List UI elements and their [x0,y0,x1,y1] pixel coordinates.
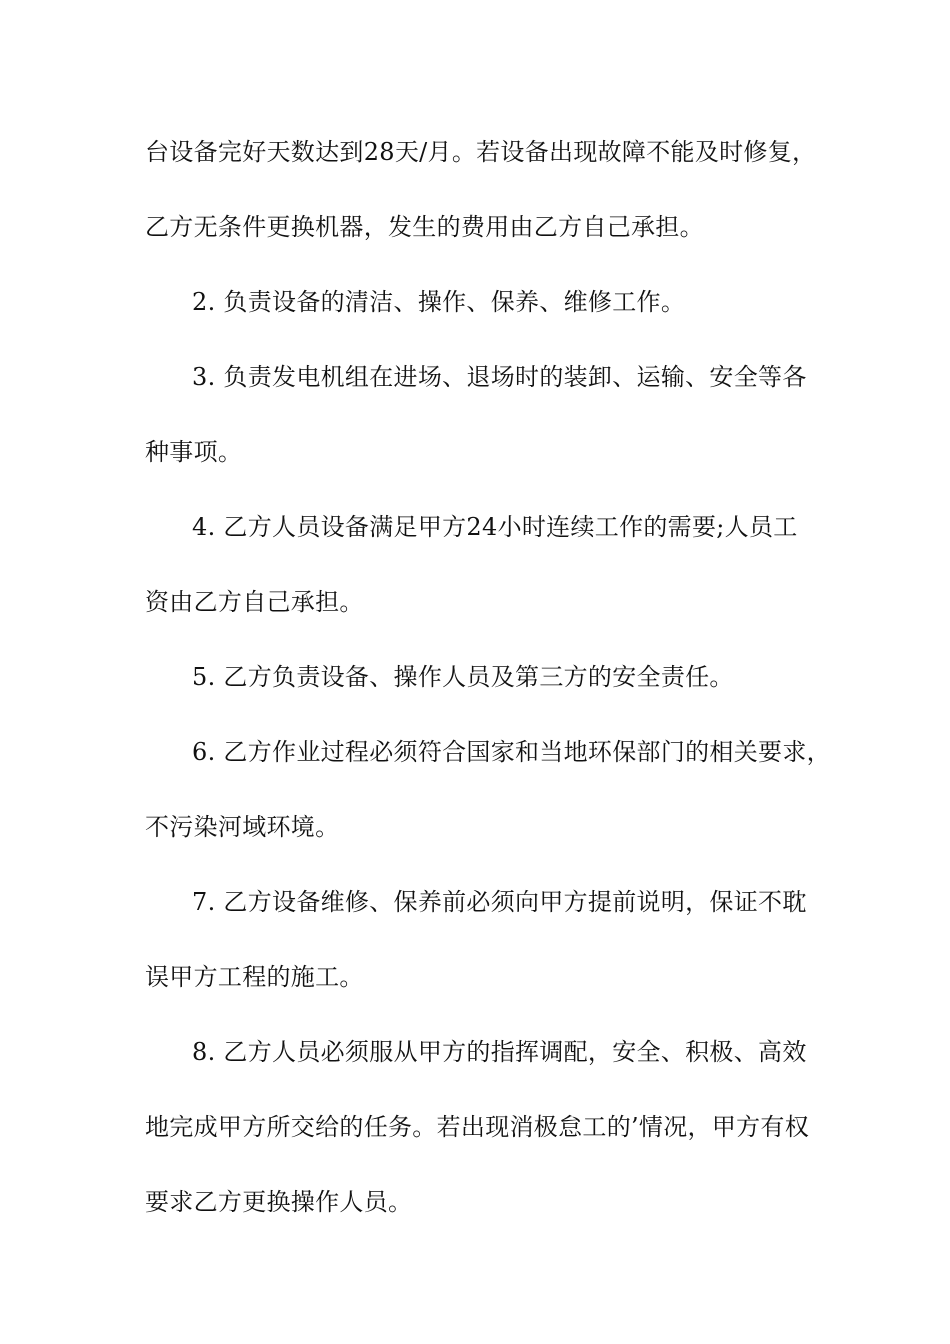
item-3-line-2: 种事项。 [145,438,243,466]
item-8-line-3: 要求乙方更换操作人员。 [145,1188,413,1216]
item-2-line-1: 2. 负责设备的清洁、操作、保养、维修工作。 [192,288,686,316]
item-7-line-1: 7. 乙方设备维修、保养前必须向甲方提前说明，保证不耽 [192,888,807,916]
item-4-line-2: 资由乙方自己承担。 [145,588,364,616]
item-4-line-1: 4. 乙方人员设备满足甲方24小时连续工作的需要;人员工 [192,513,798,541]
paragraph-1-line-1: 台设备完好天数达到28天/月。若设备出现故障不能及时修复， [145,138,817,166]
item-6-line-2: 不污染河域环境。 [145,813,340,841]
item-6-line-1: 6. 乙方作业过程必须符合国家和当地环保部门的相关要求， [192,738,831,766]
paragraph-1-line-2: 乙方无条件更换机器，发生的费用由乙方自己承担。 [145,213,704,241]
item-5-line-1: 5. 乙方负责设备、操作人员及第三方的安全责任。 [192,663,734,691]
item-7-line-2: 误甲方工程的施工。 [145,963,364,991]
item-8-line-2: 地完成甲方所交给的任务。若出现消极怠工的’情况，甲方有权 [145,1113,810,1141]
item-8-line-1: 8. 乙方人员必须服从甲方的指挥调配，安全、积极、高效 [192,1038,807,1066]
item-3-line-1: 3. 负责发电机组在进场、退场时的装卸、运输、安全等各 [192,363,807,391]
